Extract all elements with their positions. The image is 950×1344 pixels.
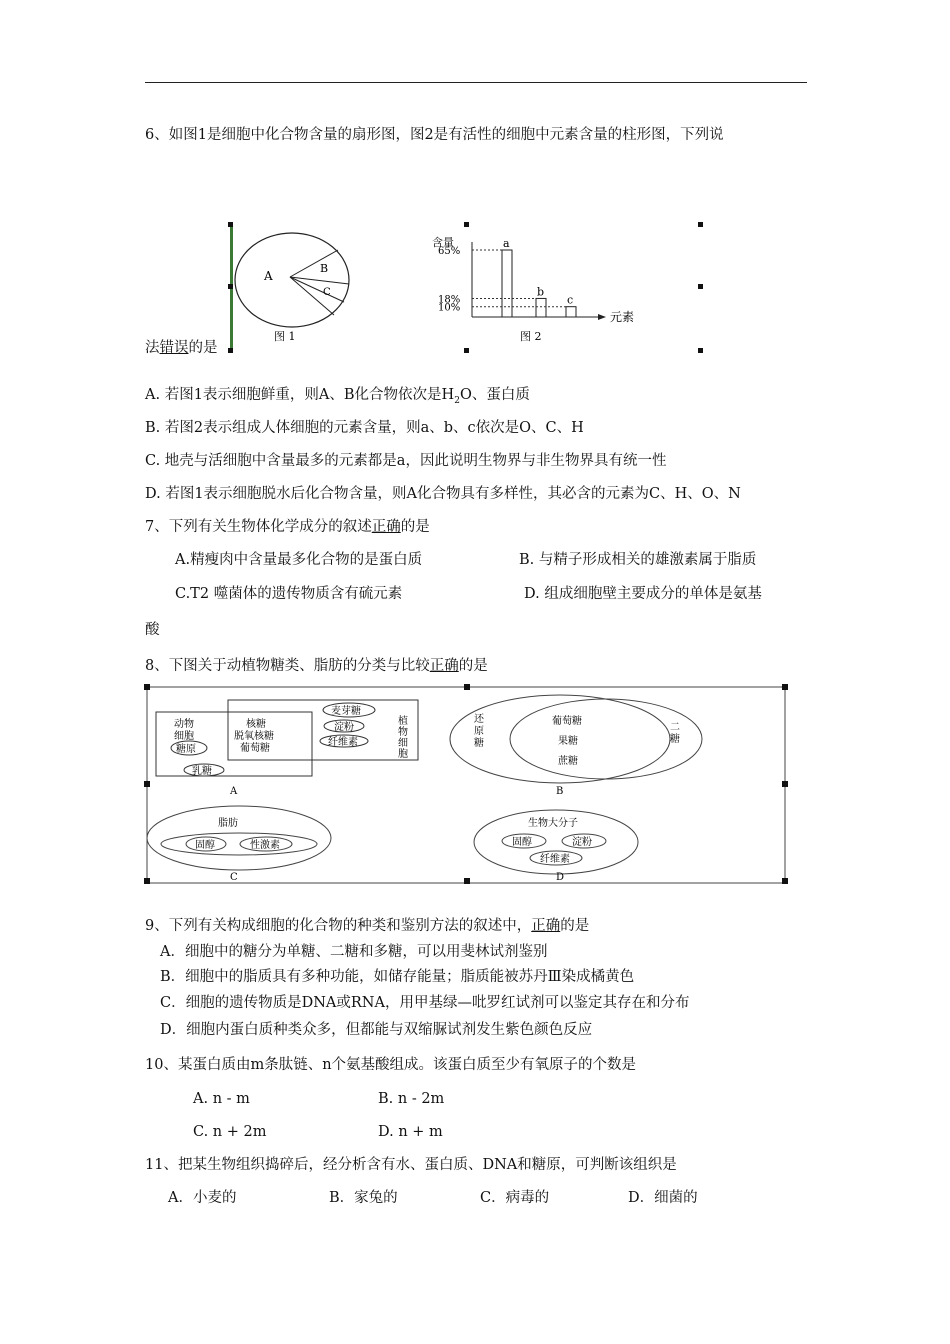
handle bbox=[782, 781, 788, 787]
q9-option-b: B．细胞中的脂质具有多种功能，如储存能量；脂质能被苏丹Ⅲ染成橘黄色 bbox=[160, 969, 635, 985]
q10-option-c: C. n + 2m bbox=[193, 1124, 267, 1140]
q9-option-c: C．细胞的遗传物质是DNA或RNA，用甲基绿—吡罗红试剂可以鉴定其存在和分布 bbox=[160, 995, 690, 1011]
shared-ribose: 核糖 bbox=[246, 719, 266, 730]
q6-option-a: A. 若图1表示细胞鲜重，则A、B化合物依次是$H_2O$、蛋白质 bbox=[145, 387, 530, 406]
c-inner-ellipse bbox=[161, 833, 317, 855]
panel-a bbox=[156, 700, 418, 797]
panel-d-label: D bbox=[556, 872, 565, 883]
panel-b bbox=[450, 695, 702, 797]
panel-a-label: A bbox=[230, 786, 238, 797]
animal-glycogen: 糖原 bbox=[176, 744, 196, 755]
y-tick-label: 10% bbox=[438, 302, 461, 314]
bar-b bbox=[536, 298, 546, 317]
plant-cellulose: 纤维素 bbox=[328, 737, 358, 748]
b-left-3: 糖 bbox=[474, 738, 484, 749]
q6-stem-tail: 法错误的是 bbox=[145, 340, 218, 356]
q9-option-a: A．细胞中的糖分为单糖、二糖和多糖，可以用斐林试剂鉴别 bbox=[160, 944, 548, 960]
q11-option-d: D．细菌的 bbox=[628, 1190, 698, 1206]
handle bbox=[698, 284, 703, 289]
c-item-sex-hormone: 性激素 bbox=[250, 840, 280, 851]
animal-title-2: 细胞 bbox=[174, 731, 194, 742]
handle bbox=[464, 684, 470, 690]
handle bbox=[144, 878, 150, 884]
q10-option-d: D. n + m bbox=[378, 1124, 443, 1140]
q6-stem: 6、如图1是细胞中化合物含量的扇形图，图2是有活性的细胞中元素含量的柱形图，下列说 bbox=[145, 127, 724, 143]
q11-stem: 11、把某生物组织捣碎后，经分析含有水、蛋白质、DNA和糖原，可判断该组织是 bbox=[145, 1157, 677, 1173]
bar-label-c: c bbox=[567, 293, 574, 307]
pie-divider bbox=[290, 250, 338, 277]
c-outer: 脂肪 bbox=[218, 818, 238, 829]
bar-c bbox=[566, 307, 576, 317]
pie-label-a: A bbox=[264, 269, 273, 283]
q11-option-c: C．病毒的 bbox=[480, 1190, 550, 1206]
figure-2-caption: 图 2 bbox=[520, 330, 542, 343]
d-outer: 生物大分子 bbox=[528, 818, 578, 829]
animal-lactose: 乳糖 bbox=[192, 766, 212, 777]
panel-c-label: C bbox=[230, 872, 238, 883]
pie-divider bbox=[290, 277, 349, 284]
q9-stem: 9、下列有关构成细胞的化合物的种类和鉴别方法的叙述中，正确的是 bbox=[145, 918, 590, 934]
d-item-starch: 淀粉 bbox=[572, 837, 592, 848]
q7-stem: 7、下列有关生物体化学成分的叙述正确的是 bbox=[145, 519, 430, 535]
bar-a bbox=[502, 250, 512, 317]
pie-label-c: C bbox=[323, 287, 331, 298]
b-left-2: 原 bbox=[474, 726, 484, 737]
shared-glucose: 葡萄糖 bbox=[240, 743, 270, 754]
handle bbox=[228, 284, 233, 289]
b-right-1: 二 bbox=[670, 722, 680, 733]
handle bbox=[464, 348, 469, 353]
shared-deoxyribose: 脱氧核糖 bbox=[234, 731, 274, 742]
q7-option-a: A.精瘦肉中含量最多化合物的是蛋白质 bbox=[175, 552, 423, 568]
handle bbox=[782, 878, 788, 884]
handle bbox=[698, 222, 703, 227]
handle bbox=[144, 781, 150, 787]
header-rule bbox=[145, 82, 807, 83]
bar-label-a: a bbox=[503, 237, 510, 250]
bar-label-b: b bbox=[537, 285, 545, 299]
panel-d bbox=[474, 810, 638, 883]
animal-title-1: 动物 bbox=[174, 719, 194, 730]
panel-c bbox=[147, 806, 331, 883]
q7-option-c: C.T2 噬菌体的遗传物质含有硫元素 bbox=[175, 586, 403, 602]
y-tick-label: 65% bbox=[438, 246, 461, 257]
figure-2-bar-chart bbox=[430, 222, 710, 354]
q7-option-d-cont: 酸 bbox=[145, 622, 160, 638]
q6-option-d: D. 若图1表示细胞脱水后化合物含量，则A化合物具有多样性，其必含的元素为C、H、O、N bbox=[145, 486, 741, 502]
q7-option-b: B. 与精子形成相关的雄激素属于脂质 bbox=[519, 552, 757, 568]
c-item-sterol: 固醇 bbox=[195, 840, 215, 851]
y-axis-label: 含量 bbox=[432, 236, 454, 249]
q10-option-b: B. n - 2m bbox=[378, 1091, 445, 1107]
q8-figure bbox=[144, 684, 790, 888]
q6-option-b: B. 若图2表示组成人体细胞的元素含量，则a、b、c依次是O、C、H bbox=[145, 420, 584, 436]
handle bbox=[228, 222, 233, 227]
q10-stem: 10、某蛋白质由m条肽链、n个氨基酸组成。该蛋白质至少有氧原子的个数是 bbox=[145, 1057, 637, 1073]
x-axis-arrow bbox=[598, 314, 606, 320]
b-right-2: 糖 bbox=[670, 734, 680, 745]
pie-label-b: B bbox=[320, 262, 329, 275]
plant-title-3: 细 bbox=[398, 738, 408, 749]
b-center-2: 果糖 bbox=[558, 736, 578, 747]
plant-title-4: 胞 bbox=[398, 749, 408, 760]
q11-option-b: B．家兔的 bbox=[329, 1190, 398, 1206]
d-item-sterol: 固醇 bbox=[512, 837, 532, 848]
b-center-3: 蔗糖 bbox=[558, 756, 578, 767]
pie-divider bbox=[290, 277, 344, 302]
d-item-cellulose: 纤维素 bbox=[540, 854, 570, 865]
plant-starch: 淀粉 bbox=[334, 722, 354, 733]
figure-1-caption: 图 1 bbox=[274, 330, 296, 343]
y-tick-label: 18% bbox=[438, 294, 461, 306]
handle bbox=[228, 348, 233, 353]
handle bbox=[464, 222, 469, 227]
q8-stem: 8、下图关于动植物糖类、脂肪的分类与比较正确的是 bbox=[145, 658, 488, 674]
plant-title-2: 物 bbox=[398, 727, 408, 738]
q10-option-a: A. n - m bbox=[193, 1091, 250, 1107]
handle bbox=[782, 684, 788, 690]
q6-option-c: C. 地壳与活细胞中含量最多的元素都是a，因此说明生物界与非生物界具有统一性 bbox=[145, 453, 667, 469]
panel-b-label: B bbox=[556, 786, 564, 797]
handle bbox=[144, 684, 150, 690]
handle bbox=[464, 878, 470, 884]
q9-option-d: D．细胞内蛋白质种类众多，但都能与双缩脲试剂发生紫色颜色反应 bbox=[160, 1022, 593, 1038]
plant-title-1: 植 bbox=[398, 716, 408, 727]
plant-maltose: 麦芽糖 bbox=[331, 706, 361, 717]
b-center-1: 葡萄糖 bbox=[552, 716, 582, 727]
q7-option-d: D. 组成细胞壁主要成分的单体是氨基 bbox=[524, 586, 762, 602]
handle bbox=[698, 348, 703, 353]
x-axis-label: 元素 bbox=[610, 310, 635, 324]
q11-option-a: A．小麦的 bbox=[168, 1190, 237, 1206]
figure-1-pie bbox=[226, 222, 356, 354]
b-left-1: 还 bbox=[474, 714, 484, 725]
